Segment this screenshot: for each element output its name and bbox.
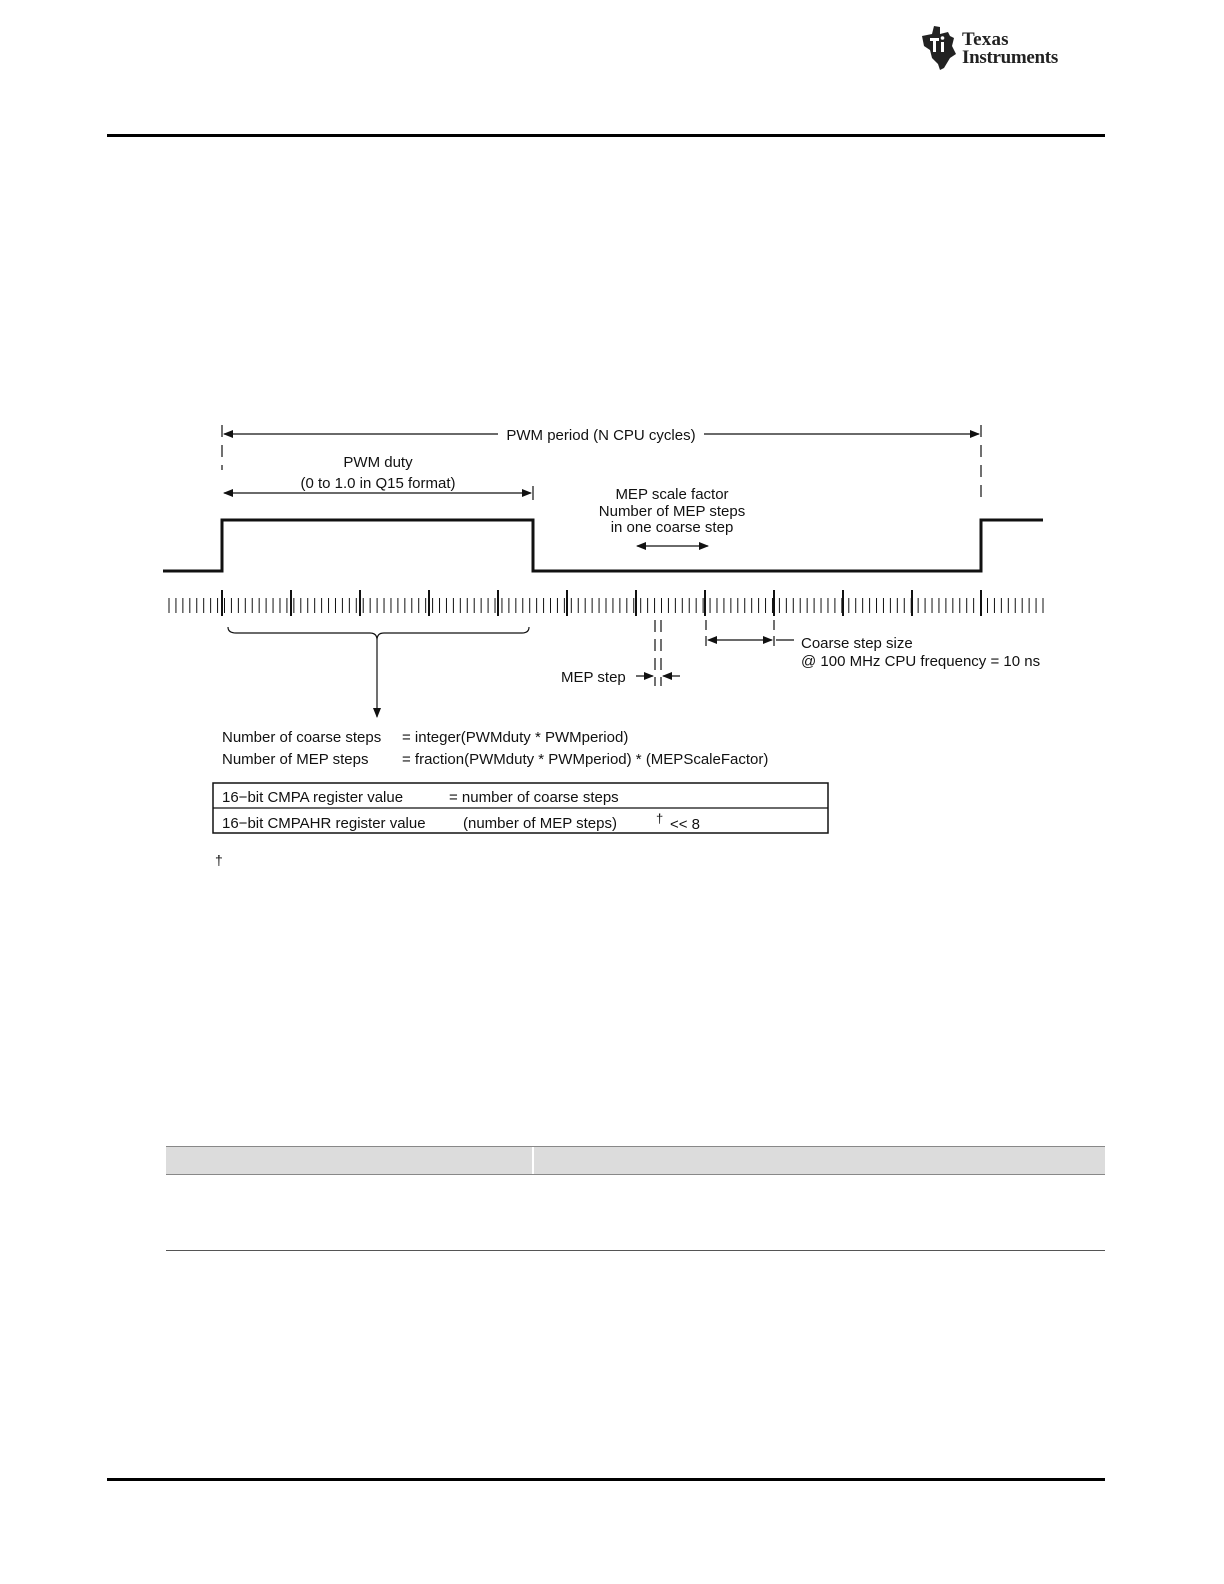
eq-mep-value: = fraction(PWMduty * PWMperiod) * (MEPScaleFactor) xyxy=(402,751,769,768)
mep-step-dimension xyxy=(561,620,680,686)
duty-label-2: (0 to 1.0 in Q15 format) xyxy=(300,475,456,492)
duty-dimension xyxy=(224,454,533,500)
coarse-step-label-2: @ 100 MHz CPU frequency = 10 ns xyxy=(801,653,1041,670)
register-table xyxy=(213,783,828,833)
coarse-step-dimension xyxy=(706,620,1040,670)
table-bottom-rule xyxy=(166,1250,1105,1251)
step-equations xyxy=(222,729,768,768)
logo-line-1: Texas xyxy=(962,29,1009,50)
reg-row-1-shift: << 8 xyxy=(670,816,701,833)
reg-row-1-value: (number of MEP steps) xyxy=(463,815,617,832)
mep-scale-label-1: MEP scale factor xyxy=(615,486,729,503)
logo-line-2: Instruments xyxy=(962,47,1058,68)
mep-step-label: MEP step xyxy=(561,669,626,686)
footer-rule xyxy=(107,1478,1105,1481)
eq-mep-label: Number of MEP steps xyxy=(222,751,369,768)
mep-scale-label-2: Number of MEP steps xyxy=(598,503,746,520)
mep-scale-label-3: in one coarse step xyxy=(610,519,734,536)
pwm-waveform xyxy=(163,520,1043,571)
reg-row-0-value: = number of coarse steps xyxy=(449,789,619,806)
reg-row-0-name: 16−bit CMPA register value xyxy=(222,789,404,806)
reg-row-1-dagger: † xyxy=(656,811,664,826)
eq-coarse-value: = integer(PWMduty * PWMperiod) xyxy=(402,729,629,746)
footnote-mark: † xyxy=(215,852,223,868)
mep-tick-ruler xyxy=(169,590,1043,616)
table-header xyxy=(166,1146,1105,1175)
register-row xyxy=(222,811,700,833)
mep-scale-factor xyxy=(599,486,745,546)
reg-row-1-name: 16−bit CMPAHR register value xyxy=(222,815,426,832)
eq-coarse-label: Number of coarse steps xyxy=(222,729,382,746)
register-row xyxy=(222,789,619,806)
table-header-separator xyxy=(532,1147,534,1174)
duty-label-1: PWM duty xyxy=(343,454,413,471)
coarse-step-label-1: Coarse step size xyxy=(801,635,913,652)
coarse-steps-brace xyxy=(228,627,529,717)
period-label: PWM period (N CPU cycles) xyxy=(506,427,696,444)
